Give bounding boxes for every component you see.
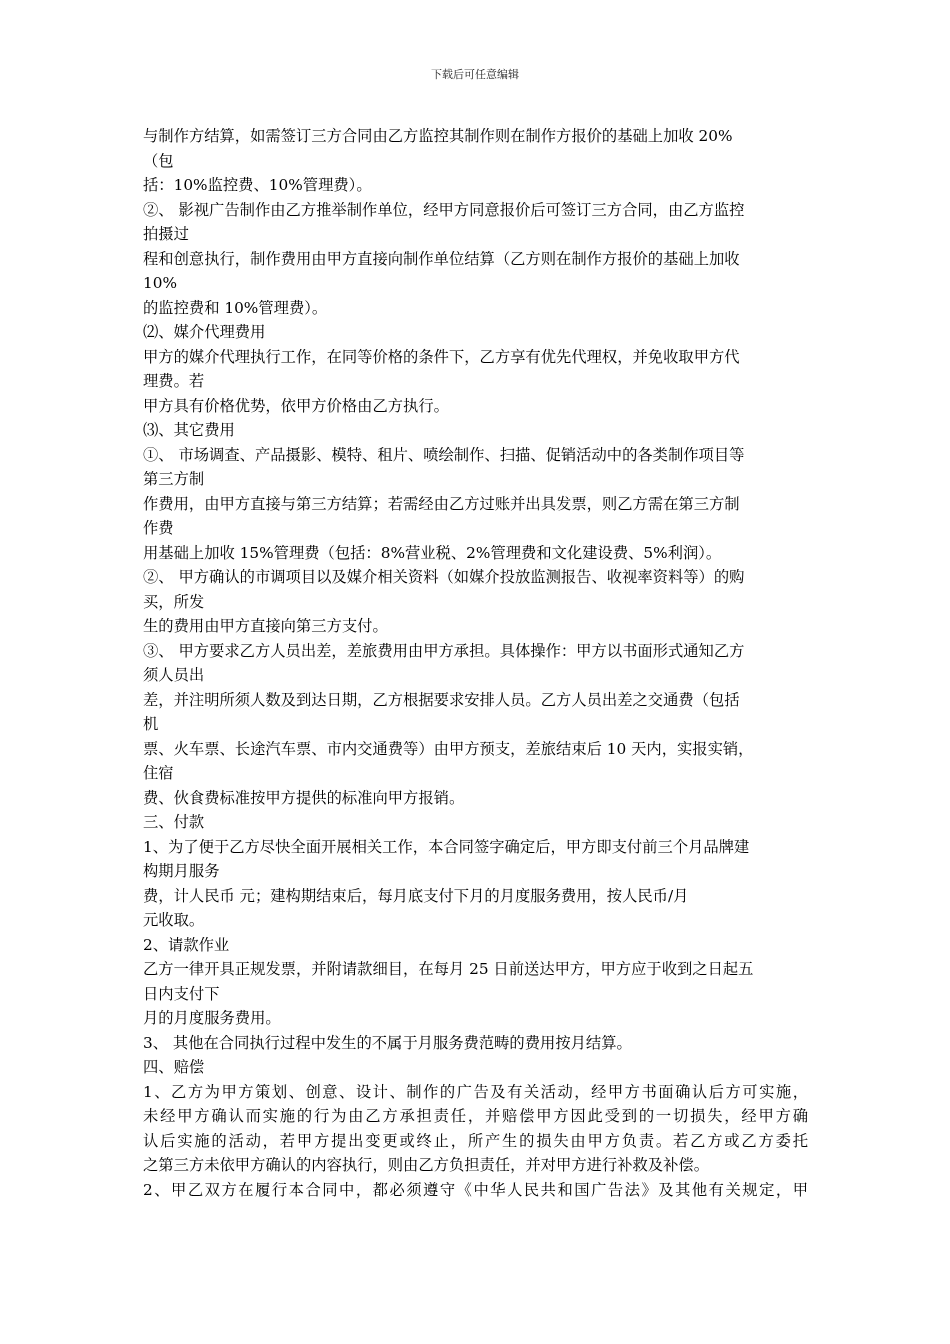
text-line: 3、 其他在合同执行过程中发生的不属于月服务费范畴的费用按月结算。 xyxy=(143,1033,632,1052)
text-line: 乙方一律开具正规发票，并附请款细目，在每月 25 日前送达甲方，甲方应于收到之日起五 xyxy=(143,960,754,978)
text-line: 三、付款 xyxy=(143,813,205,831)
text-line: 四、赔偿 xyxy=(143,1058,205,1076)
text-line: 费，计人民币 元；建构期结束后，每月底支付下月的月度服务费用，按人民币/月 xyxy=(143,886,689,905)
text-line: ⑶、其它费用 xyxy=(143,421,235,439)
text-line: 之第三方未依甲方确认的内容执行，则由乙方负担责任，并对甲方进行补救及补偿。 xyxy=(143,1156,709,1174)
text-line: ①、 市场调查、产品摄影、模特、租片、喷绘制作、扫描、促销活动中的各类制作项目等 xyxy=(143,445,745,464)
text-line: 作费用，由甲方直接与第三方结算；若需经由乙方过账并出具发票，则乙方需在第三方制 xyxy=(143,494,740,513)
text-line: 构期月服务 xyxy=(143,862,220,880)
text-line: 2、请款作业 xyxy=(143,935,230,954)
text-line: 月的月度服务费用。 xyxy=(143,1009,281,1027)
text-line: 拍摄过 xyxy=(143,225,189,243)
text-line: 的监控费和 10%管理费）。 xyxy=(143,298,328,317)
text-line: 与制作方结算，如需签订三方合同由乙方监控其制作则在制作方报价的基础上加收 20% xyxy=(143,127,733,145)
text-line: 第三方制 xyxy=(143,470,205,488)
text-line: 机 xyxy=(143,715,159,733)
text-line: 票、火车票、长途汽车票、市内交通费等）由甲方预支，差旅结束后 10 天内，实报实销， xyxy=(143,739,754,758)
text-line: ③、 甲方要求乙方人员出差，差旅费用由甲方承担。具体操作：甲方以书面形式通知乙方 xyxy=(143,641,745,660)
text-line: 作费 xyxy=(143,519,174,537)
text-line: 须人员出 xyxy=(143,666,205,684)
text-line: 未经甲方确认而实施的行为由乙方承担责任，并赔偿甲方因此受到的一切损失，经甲方确 xyxy=(143,1107,808,1125)
text-line: 费、伙食费标准按甲方提供的标准向甲方报销。 xyxy=(143,788,465,807)
text-line: 认后实施的活动，若甲方提出变更或终止，所产生的损失由甲方负责。若乙方或乙方委托 xyxy=(143,1131,808,1150)
text-line: 生的费用由甲方直接向第三方支付。 xyxy=(143,617,388,635)
text-line: 理费。若 xyxy=(143,372,205,390)
document-body xyxy=(143,124,808,1202)
text-line: 2、甲乙双方在履行本合同中，都必须遵守《中华人民共和国广告法》及其他有关规定，甲 xyxy=(143,1180,808,1199)
text-line: 住宿 xyxy=(143,764,174,782)
page-header: 下载后可任意编辑 xyxy=(431,68,519,81)
text-line: 买，所发 xyxy=(143,592,205,611)
text-line: 甲方具有价格优势，依甲方价格由乙方执行。 xyxy=(143,396,449,415)
text-line: 10% xyxy=(143,274,177,292)
text-line: ②、 影视广告制作由乙方推举制作单位，经甲方同意报价后可签订三方合同，由乙方监控 xyxy=(143,200,745,219)
text-line: （包 xyxy=(143,151,174,170)
text-line: 用基础上加收 15%管理费（包括：8%营业税、2%管理费和文化建设费、5%利润）。 xyxy=(143,543,722,562)
text-line: ⑵、媒介代理费用 xyxy=(143,323,266,341)
text-line: 甲方的媒介代理执行工作，在同等价格的条件下，乙方享有优先代理权，并免收取甲方代 xyxy=(143,347,740,366)
text-line: 元收取。 xyxy=(143,911,205,929)
text-line: 程和创意执行，制作费用由甲方直接向制作单位结算（乙方则在制作方报价的基础上加收 xyxy=(143,249,740,268)
text-line: 差，并注明所须人数及到达日期，乙方根据要求安排人员。乙方人员出差之交通费（包括 xyxy=(143,690,740,709)
text-line: ②、 甲方确认的市调项目以及媒介相关资料（如媒介投放监测报告、收视率资料等）的购 xyxy=(143,568,745,586)
text-line: 日内支付下 xyxy=(143,984,220,1003)
text-line: 括：10%监控费、10%管理费）。 xyxy=(143,176,372,194)
text-line: 1、为了便于乙方尽快全面开展相关工作，本合同签字确定后，甲方即支付前三个月品牌建 xyxy=(143,837,750,856)
text-line: 1、乙方为甲方策划、创意、设计、制作的广告及有关活动，经甲方书面确认后方可实施， xyxy=(143,1082,808,1101)
